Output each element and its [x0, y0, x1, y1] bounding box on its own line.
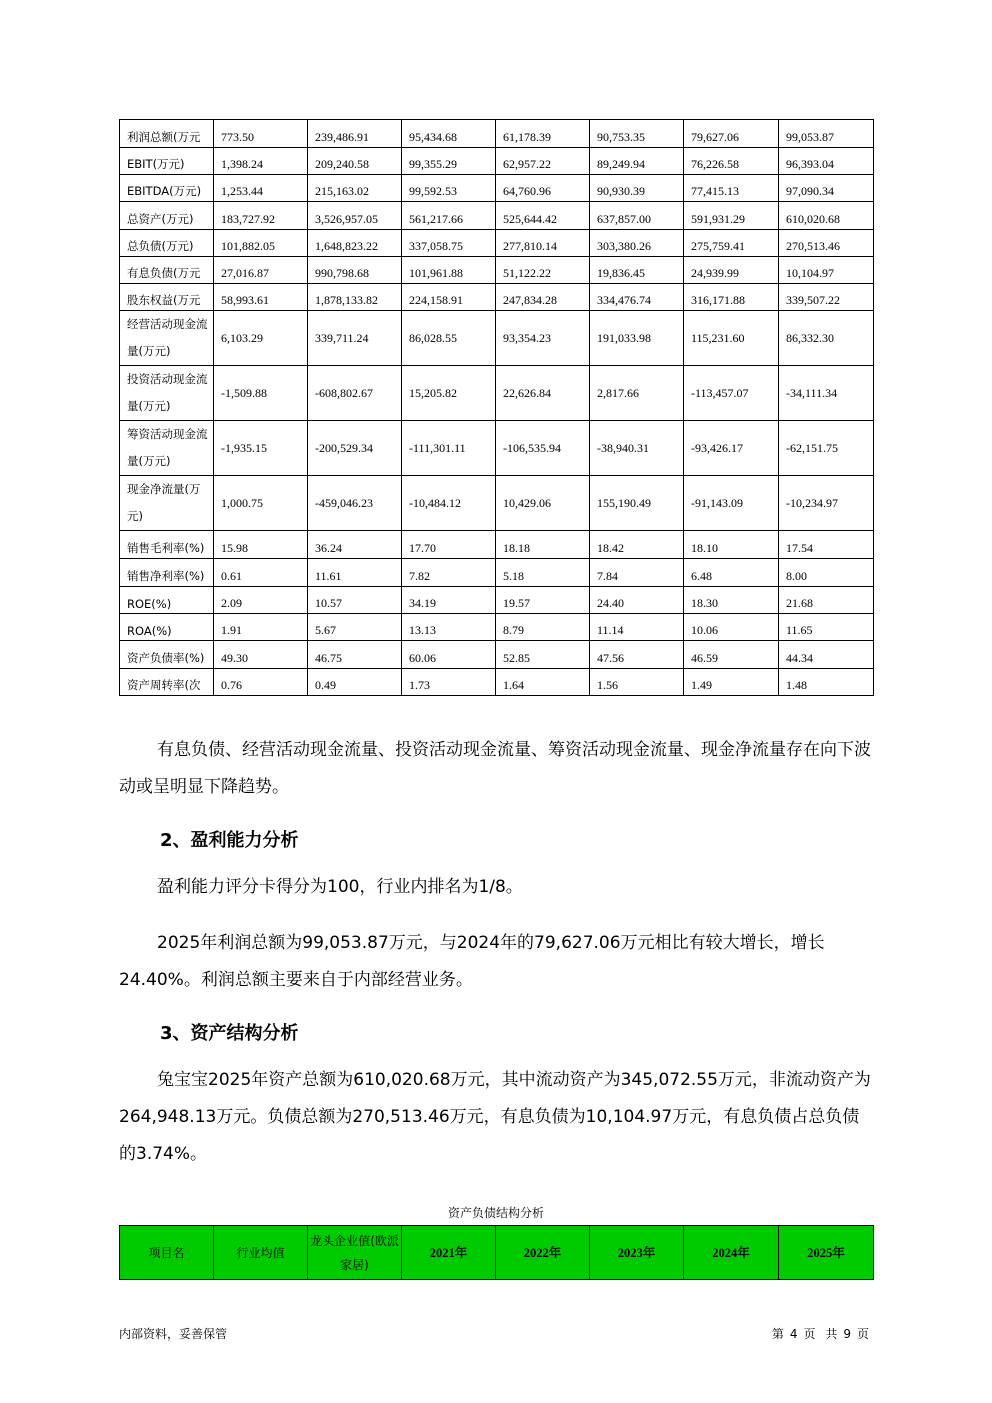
table-row: [120, 476, 874, 531]
table-row: [120, 175, 874, 202]
header-cell: 2024年: [684, 1226, 779, 1280]
row-label: 投资活动现金流量(万元): [120, 366, 214, 421]
table-cell: 19.57: [496, 587, 590, 614]
table-cell: 49.30: [214, 641, 308, 669]
row-label: 资产负债率(%): [120, 641, 214, 669]
footer-page-number: [769, 1325, 872, 1342]
table-cell: -113,457.07: [684, 366, 779, 421]
table-row: [120, 587, 874, 614]
page-num: 4: [789, 1327, 798, 1341]
table-cell: 95,434.68: [402, 120, 496, 148]
table-cell: 8.79: [496, 614, 590, 641]
table-row: [120, 614, 874, 641]
table-row: [120, 202, 874, 230]
table-cell: 64,760.96: [496, 175, 590, 202]
row-label: 现金净流量(万元): [120, 476, 214, 531]
table-cell: 6,103.29: [214, 311, 308, 366]
table-cell: 1,878,133.82: [308, 284, 402, 311]
table-row: [120, 230, 874, 257]
row-label: 总资产(万元): [120, 202, 214, 230]
total-unit: 页: [856, 1327, 869, 1341]
profitability-score-paragraph: 盈利能力评分卡得分为100，行业内排名为1/8。: [157, 877, 523, 897]
table-cell: 2.09: [214, 587, 308, 614]
table-cell: 18.42: [590, 531, 684, 559]
row-label: 资产周转率(次: [120, 669, 214, 696]
table-cell: 3,526,957.05: [308, 202, 402, 230]
header-cell: 2022年: [496, 1226, 590, 1280]
profit-growth-paragraph: 2025年利润总额为99,053.87万元，与2024年的79,627.06万元相比有较大增长，增长24.40%。利润总额主要来自于内部经营业务。: [119, 933, 825, 990]
table-cell: 60.06: [402, 641, 496, 669]
table-cell: 86,332.30: [779, 311, 874, 366]
asset-structure-paragraph: 兔宝宝2025年资产总额为610,020.68万元，其中流动资产为345,072.55万元，非流动资产为264,948.13万元。负债总额为270,513.46万元，有息负债为10,104.97万元，有息负债占总负债的3.74%。: [119, 1070, 871, 1164]
table-cell: 44.34: [779, 641, 874, 669]
row-label: EBIT(万元): [120, 148, 214, 175]
row-label: 利润总额(万元: [120, 120, 214, 148]
table-cell: 561,217.66: [402, 202, 496, 230]
table-cell: 316,171.88: [684, 284, 779, 311]
header-cell: 行业均值: [214, 1226, 308, 1280]
table-cell: 334,476.74: [590, 284, 684, 311]
table-cell: 1.48: [779, 669, 874, 696]
table-cell: 191,033.98: [590, 311, 684, 366]
table-cell: -91,143.09: [684, 476, 779, 531]
table-cell: 2,817.66: [590, 366, 684, 421]
table-cell: -93,426.17: [684, 421, 779, 476]
table-cell: 1,253.44: [214, 175, 308, 202]
table-cell: 52.85: [496, 641, 590, 669]
row-label: EBITDA(万元): [120, 175, 214, 202]
table-cell: 337,058.75: [402, 230, 496, 257]
table-cell: 97,090.34: [779, 175, 874, 202]
balance-structure-table: [119, 1225, 874, 1280]
table-cell: 18.30: [684, 587, 779, 614]
table-cell: 209,240.58: [308, 148, 402, 175]
table-cell: 7.82: [402, 559, 496, 587]
section-heading-asset-structure: 3、资产结构分析: [160, 1023, 299, 1044]
table-cell: 339,507.22: [779, 284, 874, 311]
table-cell: 277,810.14: [496, 230, 590, 257]
table-cell: 525,644.42: [496, 202, 590, 230]
table-cell: 10.06: [684, 614, 779, 641]
table-row: [120, 366, 874, 421]
table-cell: 13.13: [402, 614, 496, 641]
page-prefix: 第: [771, 1327, 784, 1341]
table-row: [120, 669, 874, 696]
financial-indicators-table: [119, 119, 874, 696]
table-row: [120, 641, 874, 669]
table-cell: 76,226.58: [684, 148, 779, 175]
table-cell: -1,935.15: [214, 421, 308, 476]
table-row: [120, 311, 874, 366]
table-cell: 89,249.94: [590, 148, 684, 175]
table-cell: 21.68: [779, 587, 874, 614]
row-label: ROA(%): [120, 614, 214, 641]
table-cell: 1,398.24: [214, 148, 308, 175]
table-row: [120, 421, 874, 476]
row-label: 销售净利率(%): [120, 559, 214, 587]
table-cell: 0.49: [308, 669, 402, 696]
table-cell: 0.76: [214, 669, 308, 696]
table-cell: 10,429.06: [496, 476, 590, 531]
table-cell: 155,190.49: [590, 476, 684, 531]
cashflow-trend-note: 有息负债、经营活动现金流量、投资活动现金流量、筹资活动现金流量、现金净流量存在向下波动或呈明显下降趋势。: [119, 740, 871, 797]
table-cell: -34,111.34: [779, 366, 874, 421]
table-row: [120, 559, 874, 587]
table-cell: 10.57: [308, 587, 402, 614]
table-cell: 15,205.82: [402, 366, 496, 421]
table-cell: -608,802.67: [308, 366, 402, 421]
table-cell: 90,753.35: [590, 120, 684, 148]
table-cell: 101,882.05: [214, 230, 308, 257]
table-cell: 15.98: [214, 531, 308, 559]
table-cell: 7.84: [590, 559, 684, 587]
table-cell: 77,415.13: [684, 175, 779, 202]
table-cell: 47.56: [590, 641, 684, 669]
table-cell: 22,626.84: [496, 366, 590, 421]
table-cell: -200,529.34: [308, 421, 402, 476]
row-label: 股东权益(万元: [120, 284, 214, 311]
table-cell: 99,053.87: [779, 120, 874, 148]
table-cell: 17.54: [779, 531, 874, 559]
table-cell: 183,727.92: [214, 202, 308, 230]
table-cell: 17.70: [402, 531, 496, 559]
header-cell: 2025年: [779, 1226, 874, 1280]
table-cell: 101,961.88: [402, 257, 496, 284]
table-cell: 10,104.97: [779, 257, 874, 284]
row-label: 筹资活动现金流量(万元): [120, 421, 214, 476]
table-cell: 99,592.53: [402, 175, 496, 202]
table-cell: 224,158.91: [402, 284, 496, 311]
table-cell: 34.19: [402, 587, 496, 614]
table-cell: 36.24: [308, 531, 402, 559]
table-cell: -10,484.12: [402, 476, 496, 531]
total-num: 9: [843, 1327, 851, 1341]
table-cell: 303,380.26: [590, 230, 684, 257]
table-cell: 773.50: [214, 120, 308, 148]
table-cell: 19,836.45: [590, 257, 684, 284]
section-heading-profitability: 2、盈利能力分析: [160, 830, 299, 851]
table-cell: 270,513.46: [779, 230, 874, 257]
table-cell: 24.40: [590, 587, 684, 614]
table-cell: 46.75: [308, 641, 402, 669]
header-cell: 项目名: [120, 1226, 214, 1280]
table-cell: 1.91: [214, 614, 308, 641]
table-cell: 86,028.55: [402, 311, 496, 366]
row-label: 有息负债(万元: [120, 257, 214, 284]
table-cell: 275,759.41: [684, 230, 779, 257]
table-cell: -459,046.23: [308, 476, 402, 531]
table-cell: 5.18: [496, 559, 590, 587]
table-cell: 18.18: [496, 531, 590, 559]
balance-table-header-row: [120, 1226, 874, 1280]
table-cell: 99,355.29: [402, 148, 496, 175]
table-cell: 79,627.06: [684, 120, 779, 148]
table-cell: 46.59: [684, 641, 779, 669]
row-label: ROE(%): [120, 587, 214, 614]
table-cell: 27,016.87: [214, 257, 308, 284]
row-label: 销售毛利率(%): [120, 531, 214, 559]
table-cell: 62,957.22: [496, 148, 590, 175]
table-cell: 0.61: [214, 559, 308, 587]
table-row: [120, 257, 874, 284]
table-cell: -106,535.94: [496, 421, 590, 476]
table-cell: 1.64: [496, 669, 590, 696]
table-cell: -38,940.31: [590, 421, 684, 476]
table-cell: 90,930.39: [590, 175, 684, 202]
table-cell: 1.73: [402, 669, 496, 696]
header-cell: 2021年: [402, 1226, 496, 1280]
table-row: [120, 148, 874, 175]
table-cell: 215,163.02: [308, 175, 402, 202]
table-cell: 591,931.29: [684, 202, 779, 230]
table-cell: 11.14: [590, 614, 684, 641]
header-cell: 2023年: [590, 1226, 684, 1280]
table-cell: -1,509.88: [214, 366, 308, 421]
table-cell: 8.00: [779, 559, 874, 587]
table-cell: 24,939.99: [684, 257, 779, 284]
table-cell: 1.56: [590, 669, 684, 696]
table-row: [120, 284, 874, 311]
table-cell: 247,834.28: [496, 284, 590, 311]
table-cell: 18.10: [684, 531, 779, 559]
page-unit: 页: [803, 1327, 816, 1341]
table-cell: 93,354.23: [496, 311, 590, 366]
table-row: [120, 531, 874, 559]
table-cell: 1.49: [684, 669, 779, 696]
table-cell: 610,020.68: [779, 202, 874, 230]
table-cell: 51,122.22: [496, 257, 590, 284]
table-cell: 339,711.24: [308, 311, 402, 366]
total-prefix: 共: [825, 1327, 838, 1341]
table-cell: 96,393.04: [779, 148, 874, 175]
table-cell: 1,648,823.22: [308, 230, 402, 257]
balance-table-caption: 资产负债结构分析: [447, 1206, 544, 1220]
header-cell: 龙头企业值(欧派家居): [308, 1226, 402, 1280]
table-cell: 1,000.75: [214, 476, 308, 531]
table-cell: 5.67: [308, 614, 402, 641]
table-row: [120, 120, 874, 148]
row-label: 总负债(万元): [120, 230, 214, 257]
table-cell: 6.48: [684, 559, 779, 587]
table-cell: 61,178.39: [496, 120, 590, 148]
table-cell: -111,301.11: [402, 421, 496, 476]
footer-confidential-note: 内部资料，妥善保管: [119, 1327, 228, 1341]
row-label: 经营活动现金流量(万元): [120, 311, 214, 366]
table-cell: 11.61: [308, 559, 402, 587]
table-cell: 11.65: [779, 614, 874, 641]
table-cell: 990,798.68: [308, 257, 402, 284]
table-cell: -10,234.97: [779, 476, 874, 531]
table-cell: 239,486.91: [308, 120, 402, 148]
table-cell: -62,151.75: [779, 421, 874, 476]
table-cell: 58,993.61: [214, 284, 308, 311]
table-cell: 115,231.60: [684, 311, 779, 366]
table-cell: 637,857.00: [590, 202, 684, 230]
